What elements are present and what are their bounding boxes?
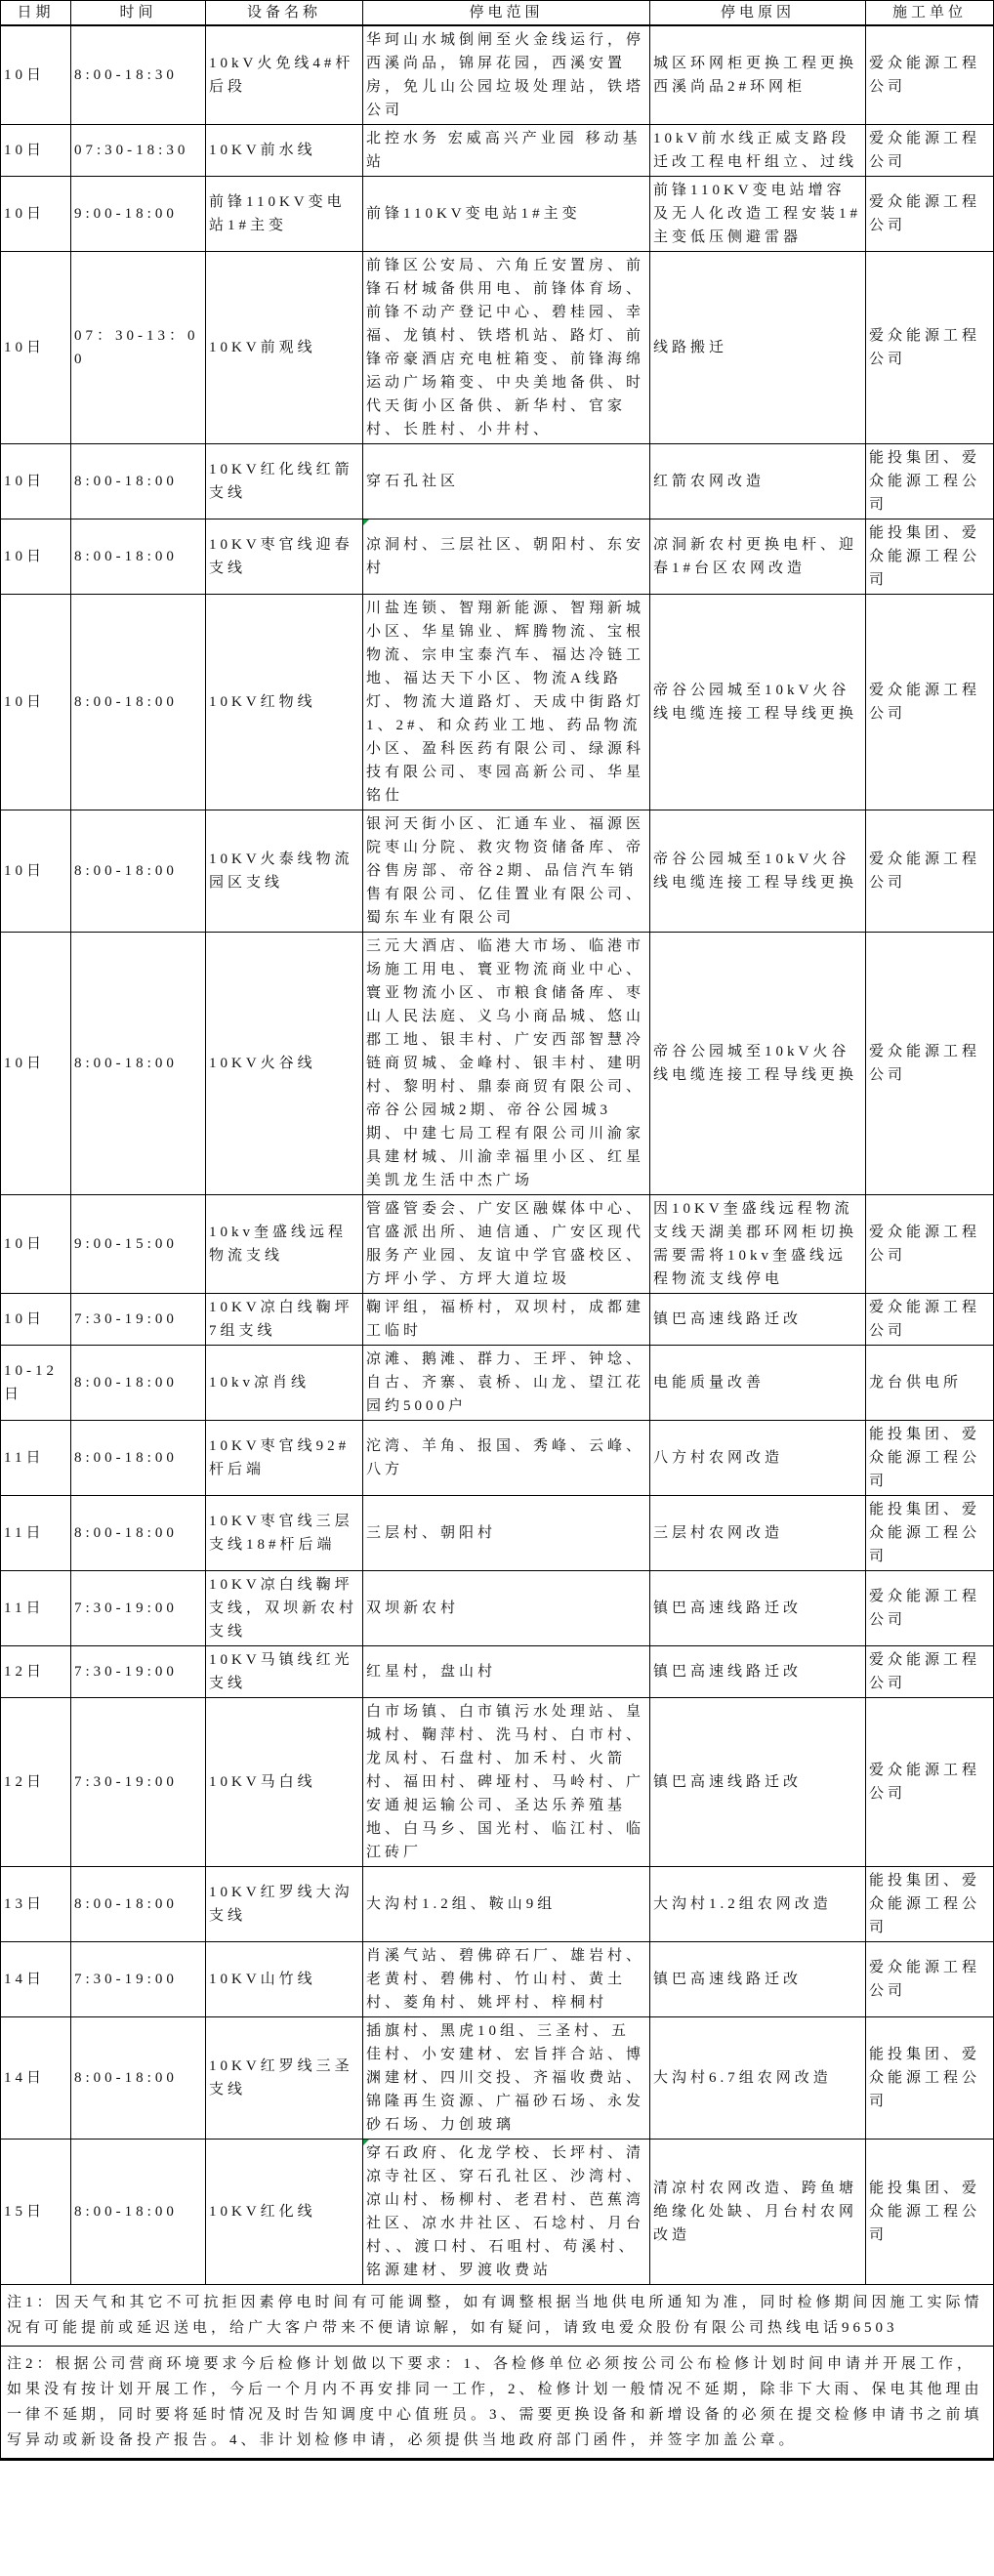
cell-unit: 爱众能源工程公司 bbox=[866, 1646, 994, 1698]
cell-reason: 大沟村1.2组农网改造 bbox=[650, 1867, 866, 1942]
cell-time: 8:00-18:00 bbox=[71, 1867, 206, 1942]
cell-date: 12日 bbox=[1, 1646, 71, 1698]
cell-device: 10KV红化线红箭支线 bbox=[206, 444, 363, 519]
cell-range: 鞠评组，福桥村，双坝村，成都建工临时 bbox=[363, 1294, 650, 1346]
cell-time: 8:00-18:00 bbox=[71, 444, 206, 519]
cell-range: 白市场镇、白市镇污水处理站、皇城村、鞠萍村、洗马村、白市村、龙凤村、石盘村、加禾村、火箭村、福田村、碑垭村、马岭村、广安通昶运输公司、圣达乐养殖基地、白马乡、国光村、临江村、临江砖厂 bbox=[363, 1698, 650, 1867]
cell-time: 7:30-19:00 bbox=[71, 1942, 206, 2017]
cell-date: 10日 bbox=[1, 252, 71, 444]
cell-time: 07：30-13：00 bbox=[71, 252, 206, 444]
note-2: 注2：根据公司营商环境要求今后检修计划做以下要求：1、各检修单位必须按公司公布检修计划时间申请并开展工作，如果没有按计划开展工作，今后一个月内不再安排同一工作，2、检修计划一般情况不延期，除非下大雨、保电其他理由一律不延期，同时要将延时情况及时告知调度中心值班员。3、需要更换设备和新增设备的必须在提交检修申请书之前填写异动或新设备投产报告。4、非计划检修申请，必须提供当地政府部门函件，并签字加盖公章。 bbox=[0, 2347, 994, 2461]
cell-range: 三层村、朝阳村 bbox=[363, 1496, 650, 1571]
header-cell-5: 施工单位 bbox=[866, 1, 994, 26]
header-cell-3: 停电范围 bbox=[363, 1, 650, 26]
cell-range: 沱湾、羊角、报国、秀峰、云峰、八方 bbox=[363, 1421, 650, 1496]
cell-unit: 能投集团、爱众能源工程公司 bbox=[866, 1496, 994, 1571]
cell-date: 14日 bbox=[1, 2017, 71, 2140]
cell-unit: 龙台供电所 bbox=[866, 1346, 994, 1421]
cell-device: 10KV火泰线物流园区支线 bbox=[206, 810, 363, 933]
cell-range: 穿石政府、化龙学校、长坪村、清凉寺社区、穿石孔社区、沙湾村、凉山村、杨柳村、老君村、芭蕉湾社区、凉水井社区、石埝村、月台村、、渡口村、石咀村、苟溪村、铭源建材、罗渡收费站 bbox=[363, 2140, 650, 2285]
cell-date: 12日 bbox=[1, 1698, 71, 1867]
cell-device: 10KV枣官线三层支线18#杆后端 bbox=[206, 1496, 363, 1571]
cell-reason: 清凉村农网改造、跨鱼塘绝缘化处缺、月台村农网改造 bbox=[650, 2140, 866, 2285]
header-cell-0: 日期 bbox=[1, 1, 71, 26]
cell-date: 11日 bbox=[1, 1496, 71, 1571]
cell-unit: 能投集团、爱众能源工程公司 bbox=[866, 519, 994, 595]
cell-device: 10kV火免线4#杆后段 bbox=[206, 25, 363, 125]
table-row bbox=[1, 810, 994, 933]
cell-date: 10-12日 bbox=[1, 1346, 71, 1421]
cell-device: 10KV凉白线鞠坪7组支线 bbox=[206, 1294, 363, 1346]
header-cell-1: 时间 bbox=[71, 1, 206, 26]
table-row bbox=[1, 933, 994, 1195]
cell-date: 10日 bbox=[1, 1294, 71, 1346]
cell-reason: 红箭农网改造 bbox=[650, 444, 866, 519]
cell-date: 15日 bbox=[1, 2140, 71, 2285]
cell-device: 10KV前水线 bbox=[206, 125, 363, 177]
cell-unit: 爱众能源工程公司 bbox=[866, 25, 994, 125]
cell-reason: 三层村农网改造 bbox=[650, 1496, 866, 1571]
table-row bbox=[1, 519, 994, 595]
cell-date: 10日 bbox=[1, 177, 71, 252]
cell-unit: 爱众能源工程公司 bbox=[866, 177, 994, 252]
cell-time: 8:00-18:00 bbox=[71, 595, 206, 810]
table-row bbox=[1, 252, 994, 444]
cell-time: 8:00-18:00 bbox=[71, 810, 206, 933]
cell-range: 凉滩、鹅滩、群力、王坪、钟埝、自古、齐寨、袁桥、山龙、望江花园约5000户 bbox=[363, 1346, 650, 1421]
cell-date: 10日 bbox=[1, 25, 71, 125]
cell-unit: 爱众能源工程公司 bbox=[866, 1698, 994, 1867]
cell-date: 13日 bbox=[1, 1867, 71, 1942]
cell-reason: 电能质量改善 bbox=[650, 1346, 866, 1421]
cell-device: 10KV红物线 bbox=[206, 595, 363, 810]
cell-device: 10KV马白线 bbox=[206, 1698, 363, 1867]
table-row bbox=[1, 1421, 994, 1496]
cell-unit: 能投集团、爱众能源工程公司 bbox=[866, 2017, 994, 2140]
cell-range: 三元大酒店、临港大市场、临港市场施工用电、寰亚物流商业中心、寰亚物流小区、市粮食储备库、枣山人民法庭、义乌小商品城、悠山郡工地、银丰村、广安西部智慧冷链商贸城、金峰村、银丰村、建明村、黎明村、鼎泰商贸有限公司、帝谷公园城2期、帝谷公园城3期、中建七局工程有限公司川渝家具建材城、川渝幸福里小区、红星美凯龙生活中杰广场 bbox=[363, 933, 650, 1195]
cell-time: 8:00-18:00 bbox=[71, 1421, 206, 1496]
table-row bbox=[1, 1496, 994, 1571]
table-row bbox=[1, 1867, 994, 1942]
cell-range: 前锋110KV变电站1#主变 bbox=[363, 177, 650, 252]
cell-time: 7:30-19:00 bbox=[71, 1646, 206, 1698]
cell-date: 10日 bbox=[1, 933, 71, 1195]
cell-date: 10日 bbox=[1, 1195, 71, 1294]
cell-range: 红星村，盘山村 bbox=[363, 1646, 650, 1698]
note-1: 注1：因天气和其它不可抗拒因素停电时间有可能调整，如有调整根据当地供电所通知为准，同时检修期间因施工实际情况有可能提前或延迟送电，给广大客户带来不便请谅解，如有疑问，请致电爱众股份有限公司热线电话96503 bbox=[0, 2285, 994, 2347]
cell-unit: 爱众能源工程公司 bbox=[866, 810, 994, 933]
cell-range: 银河天街小区、汇通车业、福源医院枣山分院、救灾物资储备库、帝谷售房部、帝谷2期、品信汽车销售有限公司、亿佳置业有限公司、蜀东车业有限公司 bbox=[363, 810, 650, 933]
cell-time: 7:30-19:00 bbox=[71, 1698, 206, 1867]
cell-device: 10KV红罗线大沟支线 bbox=[206, 1867, 363, 1942]
cell-range: 肖溪气站、碧佛碎石厂、雄岩村、老黄村、碧佛村、竹山村、黄土村、菱角村、姚坪村、梓桐村 bbox=[363, 1942, 650, 2017]
cell-range: 双坝新农村 bbox=[363, 1571, 650, 1646]
cell-range: 凉洞村、三层社区、朝阳村、东安村 bbox=[363, 519, 650, 595]
cell-reason: 大沟村6.7组农网改造 bbox=[650, 2017, 866, 2140]
cell-range: 穿石孔社区 bbox=[363, 444, 650, 519]
cell-date: 14日 bbox=[1, 1942, 71, 2017]
cell-time: 07:30-18:30 bbox=[71, 125, 206, 177]
cell-device: 前锋110KV变电站1#主变 bbox=[206, 177, 363, 252]
cell-unit: 能投集团、爱众能源工程公司 bbox=[866, 444, 994, 519]
cell-time: 9:00-15:00 bbox=[71, 1195, 206, 1294]
table-row bbox=[1, 2017, 994, 2140]
table-row bbox=[1, 1294, 994, 1346]
cell-range: 前锋区公安局、六角丘安置房、前锋石材城备供用电、前锋体育场、前锋不动产登记中心、碧桂园、幸福、龙镇村、铁塔机站、路灯、前锋帝豪酒店充电桩箱变、前锋海绵运动广场箱变、中央美地备供、时代天街小区备供、新华村、官家村、长胜村、小井村、 bbox=[363, 252, 650, 444]
cell-date: 11日 bbox=[1, 1421, 71, 1496]
cell-reason: 帝谷公园城至10kV火谷线电缆连接工程导线更换 bbox=[650, 810, 866, 933]
cell-time: 8:00-18:30 bbox=[71, 25, 206, 125]
cell-reason: 凉洞新农村更换电杆、迎春1#台区农网改造 bbox=[650, 519, 866, 595]
cell-time: 8:00-18:00 bbox=[71, 2140, 206, 2285]
cell-range: 管盛管委会、广安区融媒体中心、官盛派出所、迪信通、广安区现代服务产业园、友谊中学官盛校区、方坪小学、方坪大道垃圾 bbox=[363, 1195, 650, 1294]
cell-device: 10KV前观线 bbox=[206, 252, 363, 444]
cell-unit: 爱众能源工程公司 bbox=[866, 595, 994, 810]
cell-date: 10日 bbox=[1, 595, 71, 810]
cell-reason: 10kV前水线正威支路段迁改工程电杆组立、过线 bbox=[650, 125, 866, 177]
cell-time: 7:30-19:00 bbox=[71, 1294, 206, 1346]
cell-unit: 能投集团、爱众能源工程公司 bbox=[866, 1867, 994, 1942]
cell-range: 大沟村1.2组、鞍山9组 bbox=[363, 1867, 650, 1942]
table-row bbox=[1, 1346, 994, 1421]
cell-time: 8:00-18:00 bbox=[71, 1346, 206, 1421]
cell-device: 10KV凉白线鞠坪支线，双坝新农村支线 bbox=[206, 1571, 363, 1646]
table-row bbox=[1, 177, 994, 252]
cell-time: 9:00-18:00 bbox=[71, 177, 206, 252]
table-row bbox=[1, 1571, 994, 1646]
cell-unit: 能投集团、爱众能源工程公司 bbox=[866, 1421, 994, 1496]
cell-reason: 帝谷公园城至10kV火谷线电缆连接工程导线更换 bbox=[650, 933, 866, 1195]
cell-reason: 前锋110KV变电站增容及无人化改造工程安装1#主变低压侧避雷器 bbox=[650, 177, 866, 252]
cell-device: 10KV山竹线 bbox=[206, 1942, 363, 2017]
cell-reason: 镇巴高速线路迁改 bbox=[650, 1942, 866, 2017]
cell-unit: 爱众能源工程公司 bbox=[866, 1294, 994, 1346]
cell-reason: 线路搬迁 bbox=[650, 252, 866, 444]
table-header-row bbox=[1, 1, 994, 26]
cell-time: 8:00-18:00 bbox=[71, 519, 206, 595]
cell-device: 10KV火谷线 bbox=[206, 933, 363, 1195]
header-cell-2: 设备名称 bbox=[206, 1, 363, 26]
outage-table-body bbox=[1, 25, 994, 2285]
header-cell-4: 停电原因 bbox=[650, 1, 866, 26]
table-row bbox=[1, 595, 994, 810]
cell-reason: 因10KV奎盛线远程物流支线天湖美郡环网柜切换需要需将10kv奎盛线远程物流支线停电 bbox=[650, 1195, 866, 1294]
cell-range: 川盐连锁、智翔新能源、智翔新城小区、华星锦业、辉腾物流、宝根物流、宗申宝泰汽车、福达冷链工地、福达天下小区、物流A线路灯、物流大道路灯、天成中街路灯1、2#、和众药业工地、药品物流小区、盈科医药有限公司、绿源科技有限公司、枣园高新公司、华星铭仕 bbox=[363, 595, 650, 810]
cell-date: 11日 bbox=[1, 1571, 71, 1646]
cell-device: 10KV红罗线三圣支线 bbox=[206, 2017, 363, 2140]
cell-reason: 城区环网柜更换工程更换西溪尚品2#环网柜 bbox=[650, 25, 866, 125]
cell-date: 10日 bbox=[1, 444, 71, 519]
cell-device: 10KV红化线 bbox=[206, 2140, 363, 2285]
cell-reason: 镇巴高速线路迁改 bbox=[650, 1571, 866, 1646]
cell-range: 插旗村、黑虎10组、三圣村、五佳村、小安建材、宏旨拌合站、博渊建材、四川交投、齐福收费站、锦隆再生资源、广福砂石场、永发砂石场、力创玻璃 bbox=[363, 2017, 650, 2140]
cell-unit: 能投集团、爱众能源工程公司 bbox=[866, 2140, 994, 2285]
cell-unit: 爱众能源工程公司 bbox=[866, 1571, 994, 1646]
cell-reason: 八方村农网改造 bbox=[650, 1421, 866, 1496]
cell-time: 8:00-18:00 bbox=[71, 2017, 206, 2140]
table-row bbox=[1, 25, 994, 125]
notes-section bbox=[0, 2285, 994, 2461]
cell-date: 10日 bbox=[1, 519, 71, 595]
cell-unit: 爱众能源工程公司 bbox=[866, 1942, 994, 2017]
cell-range: 北控水务 宏威高兴产业园 移动基站 bbox=[363, 125, 650, 177]
cell-unit: 爱众能源工程公司 bbox=[866, 125, 994, 177]
cell-device: 10KV枣官线92#杆后端 bbox=[206, 1421, 363, 1496]
cell-reason: 帝谷公园城至10kV火谷线电缆连接工程导线更换 bbox=[650, 595, 866, 810]
cell-device: 10KV马镇线红光支线 bbox=[206, 1646, 363, 1698]
cell-unit: 爱众能源工程公司 bbox=[866, 933, 994, 1195]
table-row bbox=[1, 1942, 994, 2017]
table-row bbox=[1, 1646, 994, 1698]
table-row bbox=[1, 125, 994, 177]
cell-reason: 镇巴高速线路迁改 bbox=[650, 1646, 866, 1698]
cell-device: 10kv奎盛线远程物流支线 bbox=[206, 1195, 363, 1294]
cell-unit: 爱众能源工程公司 bbox=[866, 1195, 994, 1294]
table-row bbox=[1, 444, 994, 519]
cell-date: 10日 bbox=[1, 810, 71, 933]
cell-range: 华珂山水城倒闸至火金线运行，停西溪尚品，锦屏花园，西溪安置房，免儿山公园垃圾处理站，铁塔公司 bbox=[363, 25, 650, 125]
cell-reason: 镇巴高速线路迁改 bbox=[650, 1294, 866, 1346]
cell-reason: 镇巴高速线路迁改 bbox=[650, 1698, 866, 1867]
cell-date: 10日 bbox=[1, 125, 71, 177]
table-row bbox=[1, 1698, 994, 1867]
table-row bbox=[1, 2140, 994, 2285]
cell-time: 8:00-18:00 bbox=[71, 933, 206, 1195]
table-row bbox=[1, 1195, 994, 1294]
cell-device: 10KV枣官线迎春支线 bbox=[206, 519, 363, 595]
cell-time: 8:00-18:00 bbox=[71, 1496, 206, 1571]
cell-unit: 爱众能源工程公司 bbox=[866, 252, 994, 444]
cell-time: 7:30-19:00 bbox=[71, 1571, 206, 1646]
cell-device: 10kv凉肖线 bbox=[206, 1346, 363, 1421]
